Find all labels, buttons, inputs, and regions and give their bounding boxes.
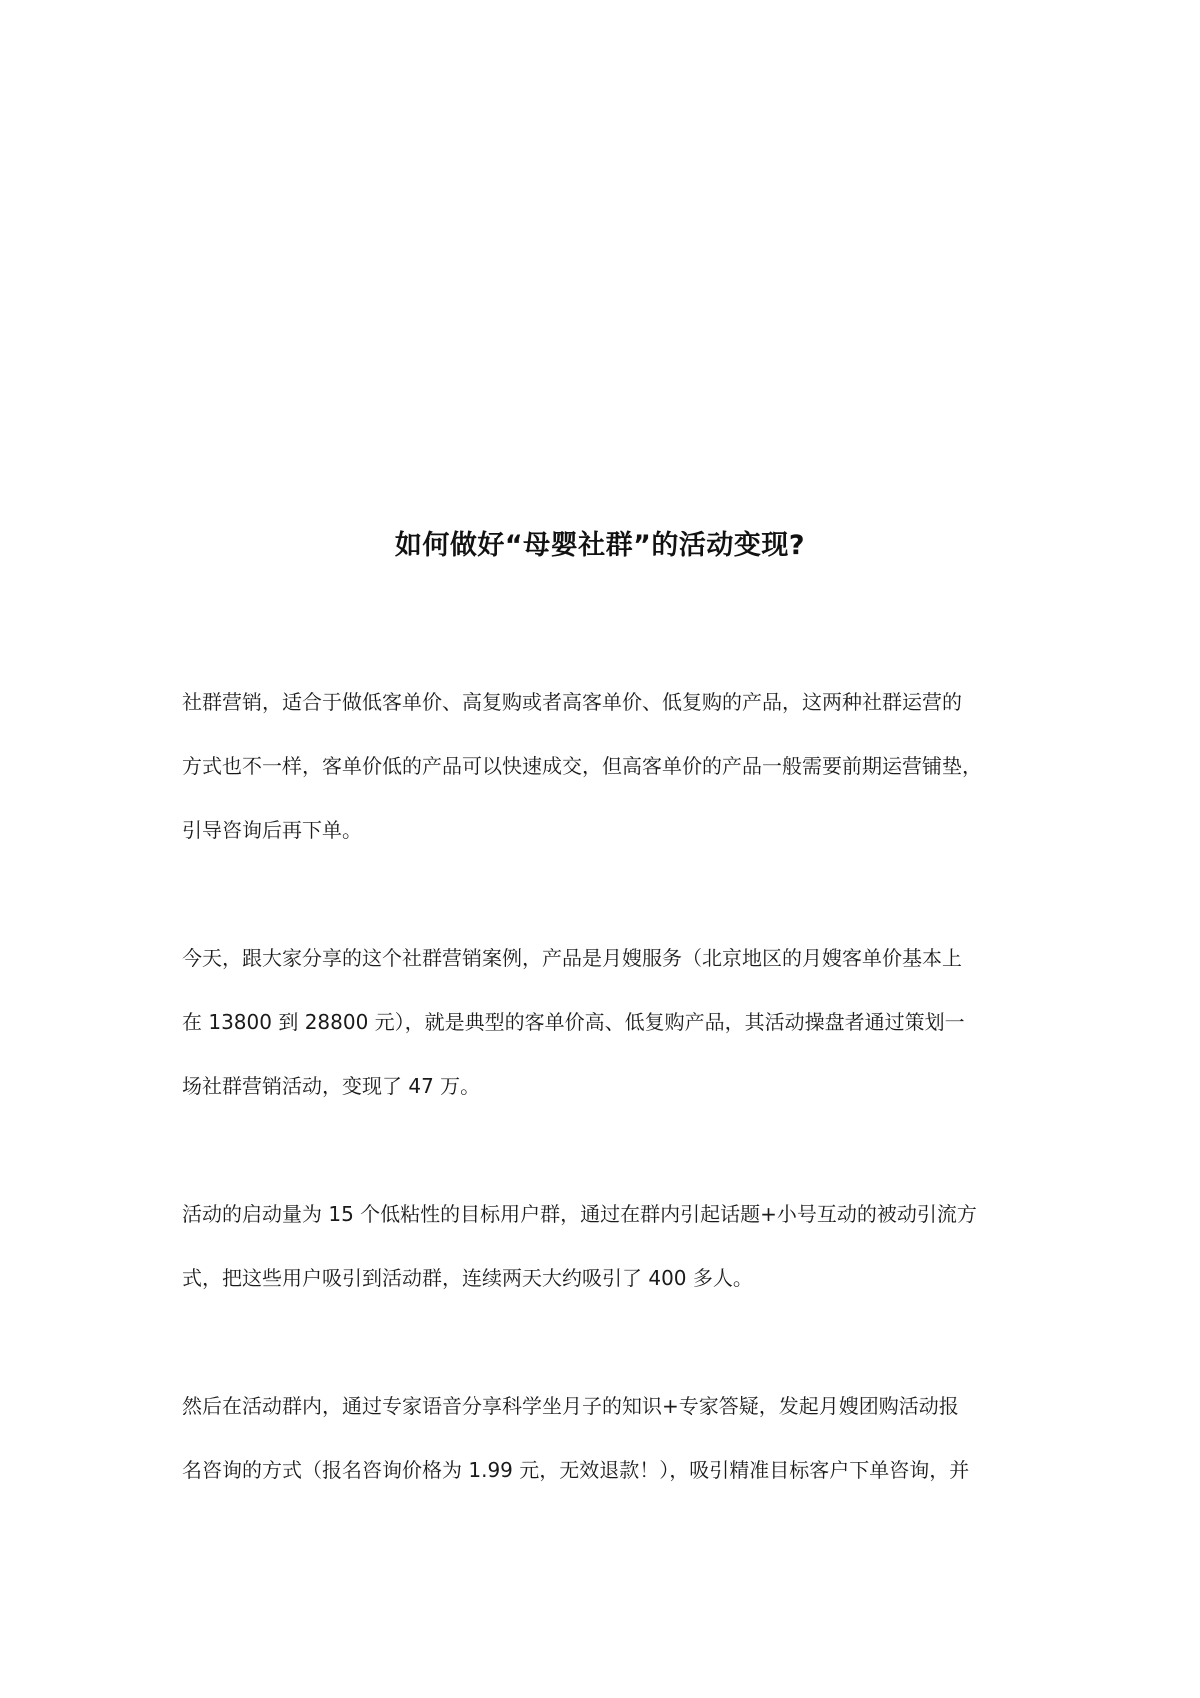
paragraph-line: 社群营销，适合于做低客单价、高复购或者高客单价、低复购的产品，这两种社群运营的 [182,690,962,714]
document-body [182,670,1042,1566]
document-title: 如何做好“母婴社群”的活动变现? [394,530,806,561]
paragraph-line: 引导咨询后再下单。 [182,818,362,842]
paragraph-line: 在 13800 到 28800 元），就是典型的客单价高、低复购产品，其活动操盘者通过策划一 [182,1010,965,1034]
paragraph-line: 活动的启动量为 15 个低粘性的目标用户群，通过在群内引起话题+小号互动的被动引流方 [182,1202,977,1226]
paragraph-line: 然后在活动群内，通过专家语音分享科学坐月子的知识+专家答疑，发起月嫂团购活动报 [182,1394,959,1418]
paragraph [182,670,1042,862]
paragraph-line: 名咨询的方式（报名咨询价格为 1.99 元，无效退款！），吸引精准目标客户下单咨询，并 [182,1458,970,1482]
paragraph-line: 今天，跟大家分享的这个社群营销案例，产品是月嫂服务（北京地区的月嫂客单价基本上 [182,946,962,970]
paragraph [182,1182,1042,1310]
paragraph [182,926,1042,1118]
paragraph [182,1374,1042,1502]
paragraph-line: 场社群营销活动，变现了 47 万。 [182,1074,481,1098]
paragraph-line: 式，把这些用户吸引到活动群，连续两天大约吸引了 400 多人。 [182,1266,753,1290]
paragraph-line: 方式也不一样，客单价低的产品可以快速成交，但高客单价的产品一般需要前期运营铺垫， [182,754,982,778]
